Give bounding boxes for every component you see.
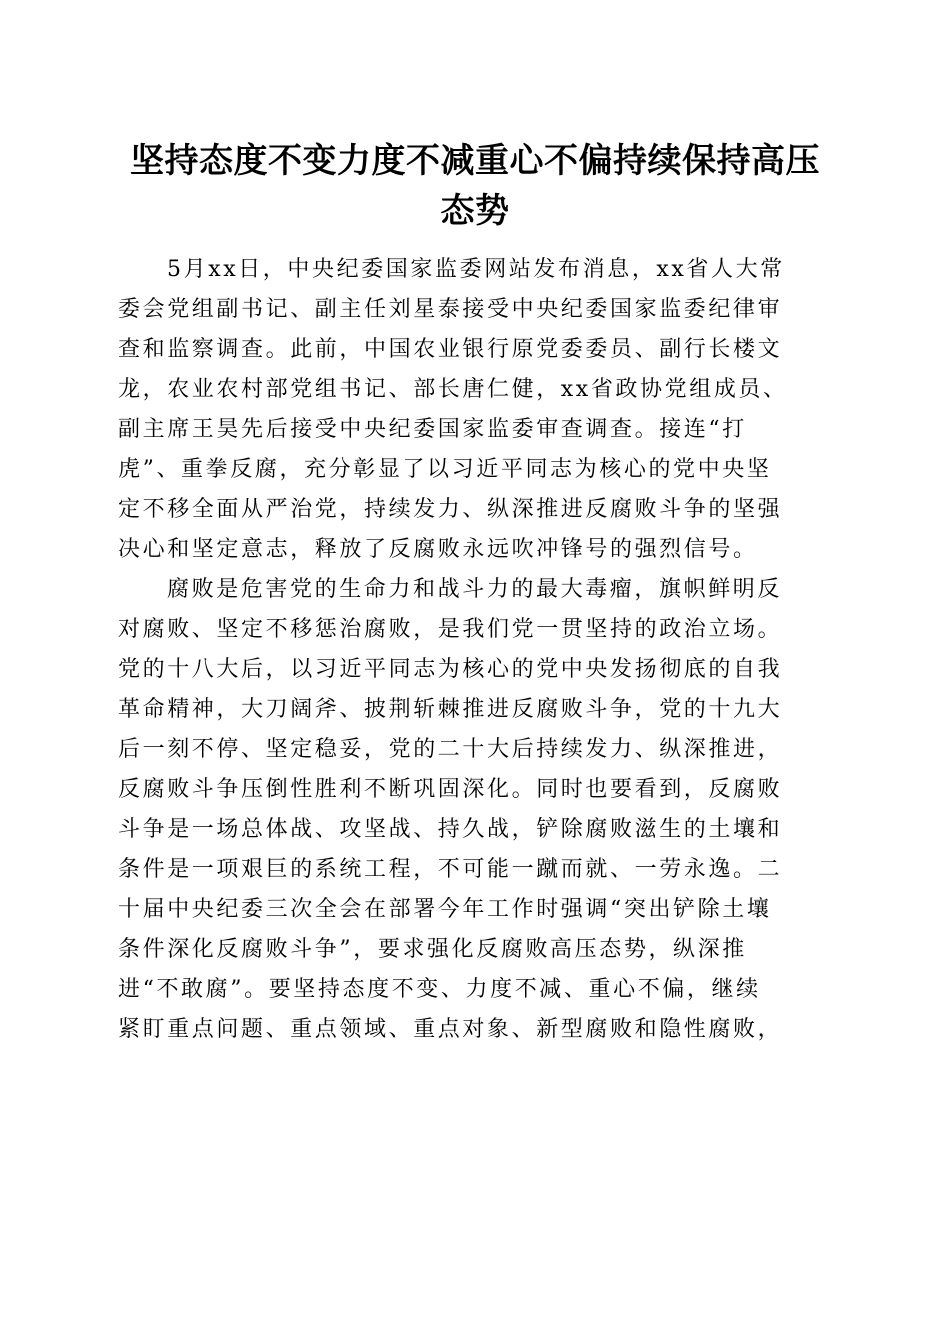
text-line: 查和监察调查。此前，中国农业银行原党委委员、副行长楼文	[118, 337, 783, 362]
text-line: 龙，农业农村部党组书记、部长唐仁健，xx省政协党组成员、	[118, 377, 788, 402]
text-line: 十届中央纪委三次全会在部署今年工作时强调“突出铲除土壤	[118, 897, 772, 922]
text-line: 条件深化反腐败斗争”，要求强化反腐败高压态势，纵深推	[118, 937, 747, 962]
text-line: 进“不敢腐”。要坚持态度不变、力度不减、重心不偏，继续	[118, 977, 761, 1002]
text-line: 反腐败斗争压倒性胜利不断巩固深化。同时也要看到，反腐败	[118, 777, 783, 802]
text-line: 条件是一项艰巨的系统工程，不可能一蹴而就、一劳永逸。二	[118, 857, 783, 882]
text-line: 革命精神，大刀阔斧、披荆斩棘推进反腐败斗争，党的十九大	[118, 697, 783, 722]
text-line: 委会党组副书记、副主任刘星泰接受中央纪委国家监委纪律审	[118, 297, 783, 322]
text-line: 腐败是危害党的生命力和战斗力的最大毒瘤，旗帜鲜明反	[167, 577, 783, 602]
text-line: 斗争是一场总体战、攻坚战、持久战，铲除腐败滋生的土壤和	[118, 817, 783, 842]
title-line: 态势	[440, 191, 510, 231]
text-line: 紧盯重点问题、重点领域、重点对象、新型腐败和隐性腐败，	[118, 1017, 783, 1042]
title-line: 坚持态度不变力度不减重心不偏持续保持高压	[130, 141, 820, 181]
text-line: 定不移全面从严治党，持续发力、纵深推进反腐败斗争的坚强	[118, 497, 783, 522]
document-title	[110, 136, 840, 236]
text-line: 5月xx日，中央纪委国家监委网站发布消息，xx省人大常	[167, 257, 785, 282]
text-line: 虎”、重拳反腐，充分彰显了以习近平同志为核心的党中央坚	[118, 457, 772, 482]
text-line: 后一刻不停、坚定稳妥，党的二十大后持续发力、纵深推进，	[118, 737, 783, 762]
text-line: 副主席王昊先后接受中央纪委国家监委审查调查。接连“打	[118, 417, 747, 442]
text-line: 党的十八大后，以习近平同志为核心的党中央发扬彻底的自我	[118, 657, 783, 682]
document-body	[118, 250, 838, 1050]
paragraph-1	[118, 250, 838, 570]
text-line: 决心和坚定意志，释放了反腐败永远吹冲锋号的强烈信号。	[118, 537, 758, 562]
text-line: 对腐败、坚定不移惩治腐败，是我们党一贯坚持的政治立场。	[118, 617, 783, 642]
paragraph-2	[118, 570, 838, 1050]
